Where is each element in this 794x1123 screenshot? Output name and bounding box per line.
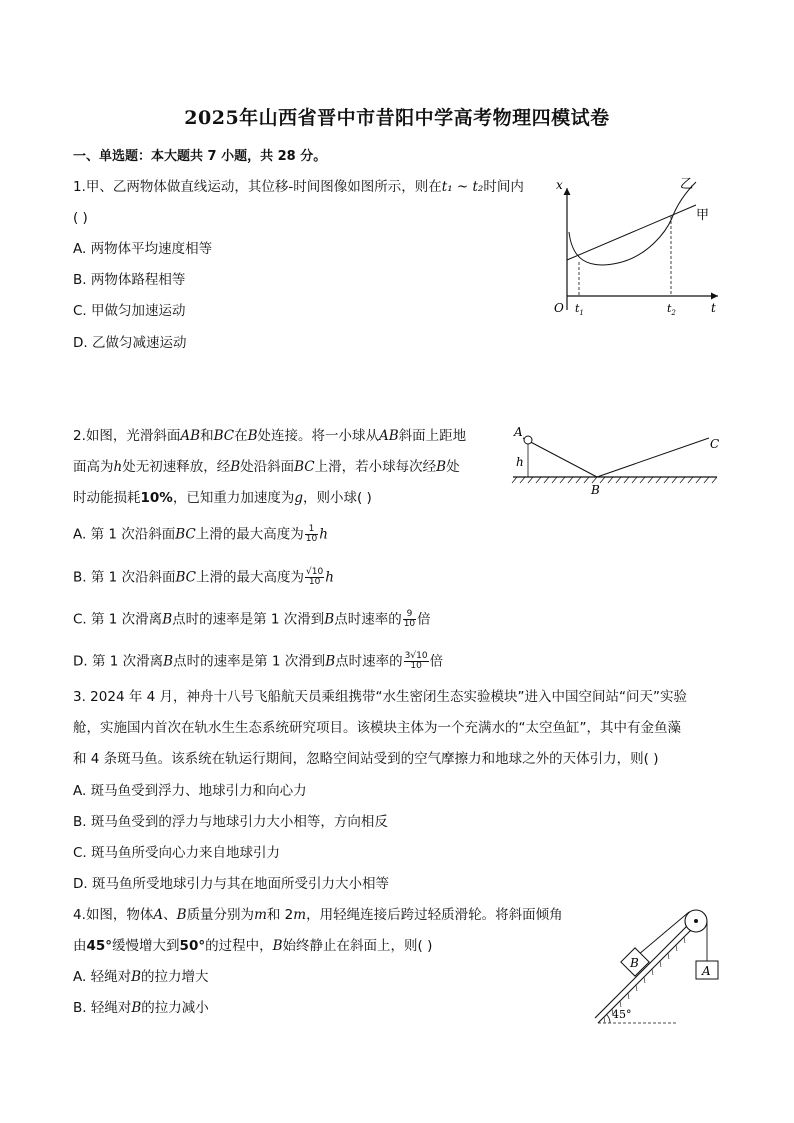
q2-ground-hatch: [512, 477, 717, 483]
q1-option-c: C. 甲做匀加速运动: [73, 303, 186, 319]
q1-option-b: B. 两物体路程相等: [73, 272, 186, 288]
q1-figure: [548, 172, 728, 322]
q2-option-d: D. 第 1 次滑离B点时的速率是第 1 次滑到B点时速率的 $\frac{3√10}{10}$ 倍: [73, 651, 444, 671]
q1-bracket: ( ): [73, 210, 88, 226]
q4-rope-incline: [638, 912, 689, 955]
q2-label-h: h: [516, 455, 524, 469]
q4-figure: [592, 898, 732, 1028]
section-heading: 一、单选题：本大题共 7 小题，共 28 分。: [73, 149, 327, 164]
q1-t-axis-label: t: [711, 301, 716, 315]
q4-line-2: 由45°缓慢增大到50°的过程中，B始终静止在斜面上，则( ): [73, 938, 433, 954]
q3-line-1: 3. 2024 年 4 月，神舟十八号飞船航天员乘组携带“水生密闭生态实验模块”进入中国空间站“问天”实验: [73, 689, 687, 705]
q4-block-a-label: A: [702, 964, 711, 978]
q1-x-axis-label: x: [556, 178, 563, 192]
q4-option-b: B. 轻绳对B的拉力减小: [73, 1000, 209, 1016]
q2-slope-bc: [597, 438, 709, 477]
page-title: 2025年山西省晋中市昔阳中学高考物理四模试卷: [184, 107, 610, 129]
q1-yi-label: 乙: [680, 177, 694, 192]
q1-stem: 1.甲、乙两物体做直线运动，其位移-时间图像如图所示，则在t₁ ~ t₂时间内: [73, 179, 524, 195]
q1-t1-label: $t_1$: [575, 302, 584, 317]
q1-t-range: t₁ ~ t₂: [441, 179, 484, 195]
q3-option-c: C. 斑马鱼所受向心力来自地球引力: [73, 845, 281, 861]
q2-option-c: C. 第 1 次滑离B点时的速率是第 1 次滑到B点时速率的 $\frac{9}{10}$ 倍: [73, 609, 431, 629]
q3-option-a: A. 斑马鱼受到浮力、地球引力和向心力: [73, 783, 307, 799]
q2-figure: [505, 420, 730, 500]
q2-line-3: 时动能损耗10%，已知重力加速度为g，则小球( ): [73, 490, 372, 506]
q4-incline-top: [595, 921, 692, 1018]
q2-option-d-fraction: $\frac{3√10}{10}$: [404, 651, 428, 671]
q4-line-1: 4.如图，物体A、B质量分别为m和 2m，用轻绳连接后跨过轻质滑轮。将斜面倾角: [73, 907, 563, 923]
q4-pulley-axle: [694, 919, 698, 923]
q2-option-b: B. 第 1 次沿斜面BC上滑的最大高度为 $\frac{√10}{10}$ h: [73, 567, 334, 587]
q2-option-b-fraction: $\frac{√10}{10}$: [306, 567, 324, 587]
q3-option-d: D. 斑马鱼所受地球引力与其在地面所受引力大小相等: [73, 876, 389, 892]
q4-option-a: A. 轻绳对B的拉力增大: [73, 969, 209, 985]
q1-option-d: D. 乙做匀减速运动: [73, 335, 187, 351]
q4-angle-label: 45°: [612, 1008, 632, 1021]
q2-option-a: A. 第 1 次沿斜面BC上滑的最大高度为 $\frac{1}{10}$ h: [73, 524, 328, 544]
q2-label-c: C: [710, 437, 720, 451]
q3-line-3: 和 4 条斑马鱼。该系统在轨运行期间，忽略空间站受到的空气摩擦力和地球之外的天体引力，则( ): [73, 751, 659, 767]
q4-angle-arc: [607, 1015, 611, 1024]
q4-block-b-label: B: [630, 956, 639, 970]
q3-line-2: 舱，实施国内首次在轨水生生态系统研究项目。该模块主体为一个充满水的“太空鱼缸”，其中有金鱼藻: [73, 720, 681, 736]
q2-option-c-fraction: $\frac{9}{10}$: [403, 609, 416, 629]
q1-yi-curve: [569, 182, 696, 265]
q1-option-a: A. 两物体平均速度相等: [73, 241, 213, 257]
q2-ball: [524, 436, 532, 444]
q2-line-1: 2.如图，光滑斜面AB和BC在B处连接。将一小球从AB斜面上距地: [73, 428, 467, 444]
q2-slope-ab: [523, 438, 597, 477]
q2-option-a-fraction: $\frac{1}{10}$: [305, 524, 318, 544]
q2-label-b: B: [591, 483, 600, 497]
q3-option-b: B. 斑马鱼受到的浮力与地球引力大小相等，方向相反: [73, 814, 388, 830]
q2-line-2: 面高为h处无初速释放，经B处沿斜面BC上滑，若小球每次经B处: [73, 459, 460, 475]
q2-label-a: A: [514, 425, 523, 439]
q1-jia-label: 甲: [696, 208, 710, 223]
q1-t2-label: $t_2$: [667, 302, 676, 317]
q1-jia-line: [567, 205, 696, 260]
q1-origin-label: O: [554, 301, 564, 315]
